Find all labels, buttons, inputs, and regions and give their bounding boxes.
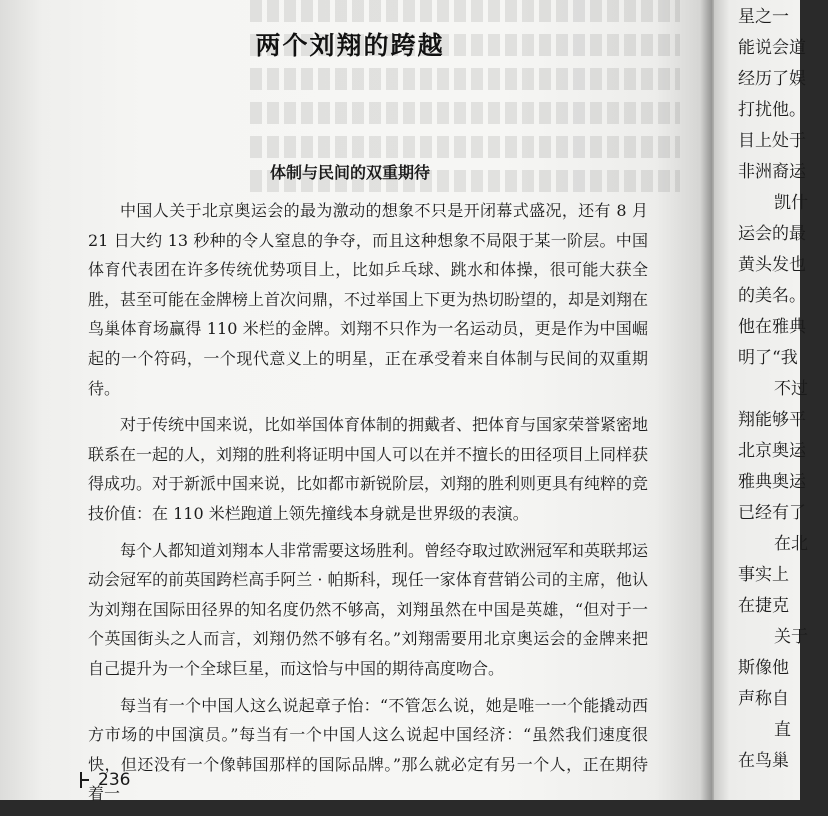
right-page-line: 的美名。	[738, 286, 806, 306]
right-page-line: 凯什	[774, 193, 808, 213]
right-page-line: 斯像他	[738, 658, 789, 678]
right-page-line: 不过	[774, 379, 808, 399]
right-page-line: 能说会道	[738, 38, 806, 58]
right-page-line: 打扰他。	[738, 100, 806, 120]
paragraph-2: 对于传统中国来说，比如举国体育体制的拥戴者、把体育与国家荣誉紧密地联系在一起的人，刘翔的胜利将证明中国人可以在并不擅长的田径项目上同样获得成功。对于新派中国来说，比如都市新锐阶层，刘翔的胜利则更具有纯粹的竞技价值：在 110 米栏跑道上领先撞线本身就是世界级的表演。	[88, 415, 649, 523]
right-page-line: 关于	[774, 627, 808, 647]
right-page-line: 他在雅典	[738, 317, 806, 337]
right-page-line: 运会的最	[738, 224, 806, 244]
right-page-line: 明了“我	[738, 348, 798, 368]
page-footer	[80, 770, 130, 790]
paragraph-1: 中国人关于北京奥运会的最为激动的想象不只是开闭幕式盛况，还有 8 月 21 日大约 13 秒种的令人窒息的争夺，而且这种想象不局限于某一阶层。中国体育代表团在许多传统优势项目上，比如乒乓球、跳水和体操，很可能大获全胜，甚至可能在金牌榜上首次问鼎，不过举国上下更为热切盼望的，却是刘翔在鸟巢体育场赢得 110 米栏的金牌。刘翔不只作为一名运动员，更是作为中国崛起的一个符码，一个现代意义上的明星，正在承受着来自体制与民间的双重期待。	[88, 201, 649, 398]
right-page-line: 在鸟巢	[738, 751, 789, 771]
folio-mark-icon	[80, 772, 92, 788]
right-page-line: 声称自	[738, 689, 789, 709]
right-page-line: 经历了娱	[738, 69, 806, 89]
chapter-title: 两个刘翔的跨越	[255, 31, 445, 60]
right-page	[714, 0, 808, 800]
right-page-line: 直	[774, 720, 791, 740]
right-page-line: 星之一	[738, 7, 789, 27]
right-page-line: 雅典奥运	[738, 472, 806, 492]
paragraph-4: 每当有一个中国人这么说起章子怡：“不管怎么说，她是唯一一个能撬动西方市场的中国演员。”每当有一个中国人这么说起中国经济：“虽然我们速度很快，但还没有一个像韩国那样的国际品牌。”那么就必定有另一个人，正在期待着一	[88, 695, 648, 804]
section-title: 体制与民间的双重期待	[269, 163, 430, 182]
body-text	[88, 196, 648, 816]
page-number: 236	[98, 770, 131, 790]
right-page-line: 目上处于	[738, 131, 806, 151]
right-page-text	[738, 2, 828, 777]
right-page-line: 在北	[774, 534, 808, 554]
right-page-line: 事实上	[738, 565, 789, 585]
right-page-line: 在捷克	[738, 596, 789, 616]
right-page-line: 已经有了	[738, 503, 806, 523]
right-page-line: 黄头发也	[738, 255, 806, 275]
right-page-line: 非洲裔运	[738, 162, 806, 182]
right-page-line: 翔能够平	[738, 410, 806, 430]
paragraph-3: 每个人都知道刘翔本人非常需要这场胜利。曾经夺取过欧洲冠军和英联邦运动会冠军的前英国跨栏高手阿兰 · 帕斯科，现任一家体育营销公司的主席，他认为刘翔在国际田径界的知名度仍然不够高，刘翔虽然在中国是英雄，“但对于一个英国街头之人而言，刘翔仍然不够有名。”刘翔需要用北京奥运会的金牌来把自己提升为一个全球巨星，而这恰与中国的期待高度吻合。	[88, 540, 649, 678]
right-page-line: 北京奥运	[738, 441, 806, 461]
